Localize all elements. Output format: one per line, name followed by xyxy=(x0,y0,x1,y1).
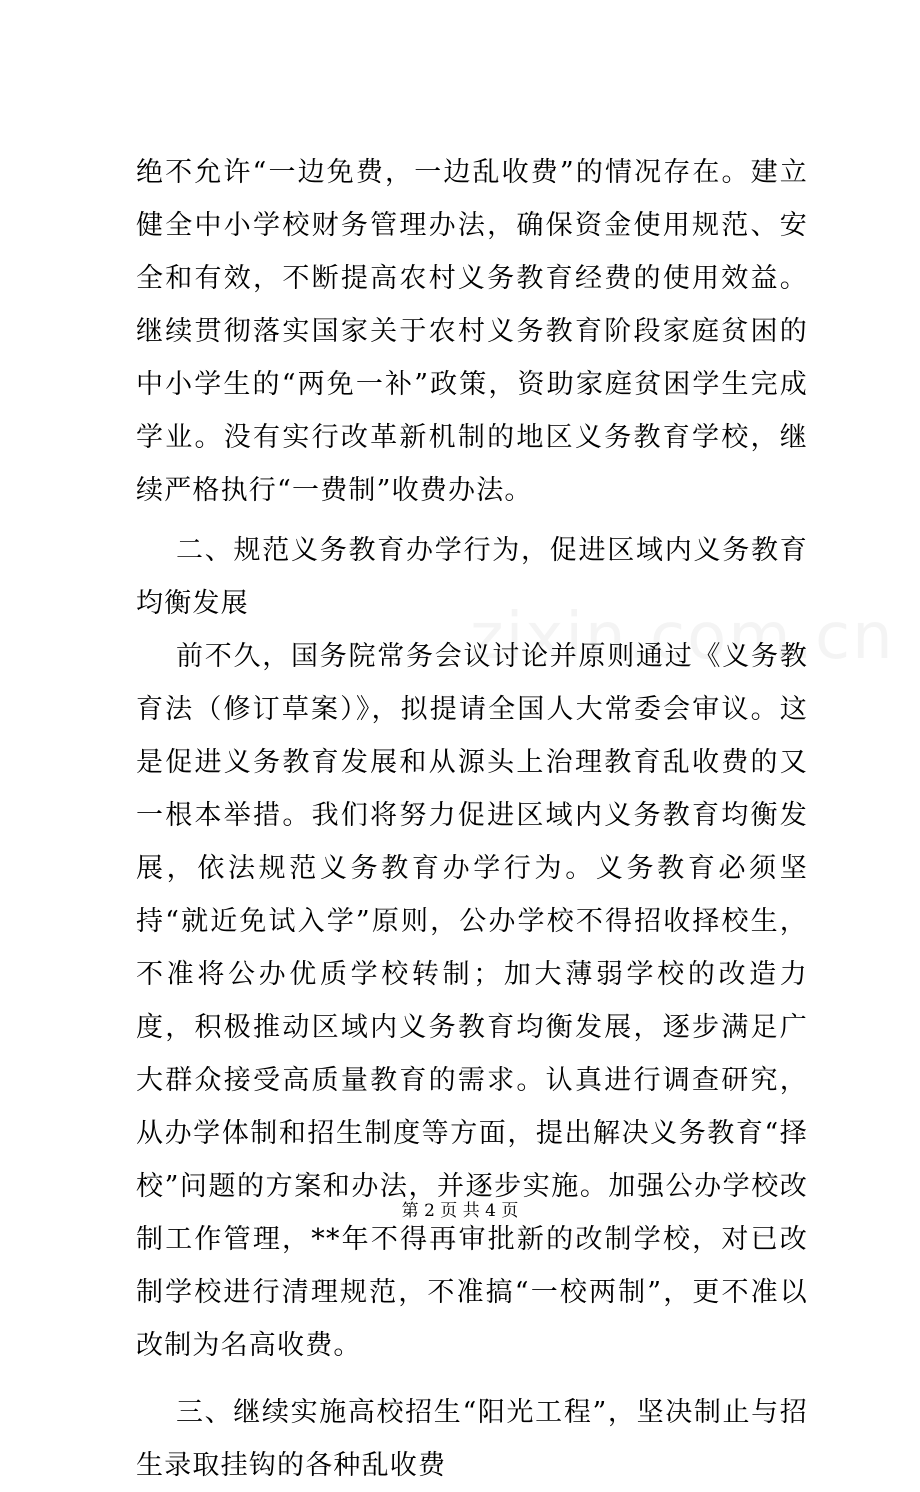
page-footer: 第 2 页 共 4 页 xyxy=(401,1201,519,1221)
section-heading-3: 三、继续实施高校招生“阳光工程”，坚决制止与招生录取挂钩的各种乱收费 xyxy=(136,1397,808,1481)
paragraph-continued: 绝不允许“一边免费，一边乱收费”的情况存在。建立健全中小学校财务管理办法，确保资金使用规范、安全和有效，不断提高农村义务教育经费的使用效益。继续贯彻落实国家关于农村义务教育阶段家庭贫困的中小学生的“两免一补”政策，资助家庭贫困学生完成学业。没有实行改革新机制的地区义务教育学校，继续严格执行“一费制”收费办法。 xyxy=(136,157,808,506)
document-body xyxy=(136,146,808,1492)
paragraph-section-2: 前不久，国务院常务会议讨论并原则通过《义务教育法（修订草案）》，拟提请全国人大常委会审议。这是促进义务教育发展和从源头上治理教育乱收费的又一根本举措。我们将努力促进区域内义务教育均衡发展，依法规范义务教育办学行为。义务教育必须坚持“就近免试入学”原则，公办学校不得招收择校生，不准将公办优质学校转制；加大薄弱学校的改造力度，积极推动区域内义务教育均衡发展，逐步满足广大群众接受高质量教育的需求。认真进行调查研究，从办学体制和招生制度等方面，提出解决义务教育“择校”问题的方案和办法，并逐步实施。加强公办学校改制工作管理，**年不得再审批新的改制学校，对已改制学校进行清理规范，不准搞“一校两制”，更不准以改制为名高收费。 xyxy=(136,641,808,1361)
section-heading-2: 二、规范义务教育办学行为，促进区域内义务教育均衡发展 xyxy=(136,535,808,619)
